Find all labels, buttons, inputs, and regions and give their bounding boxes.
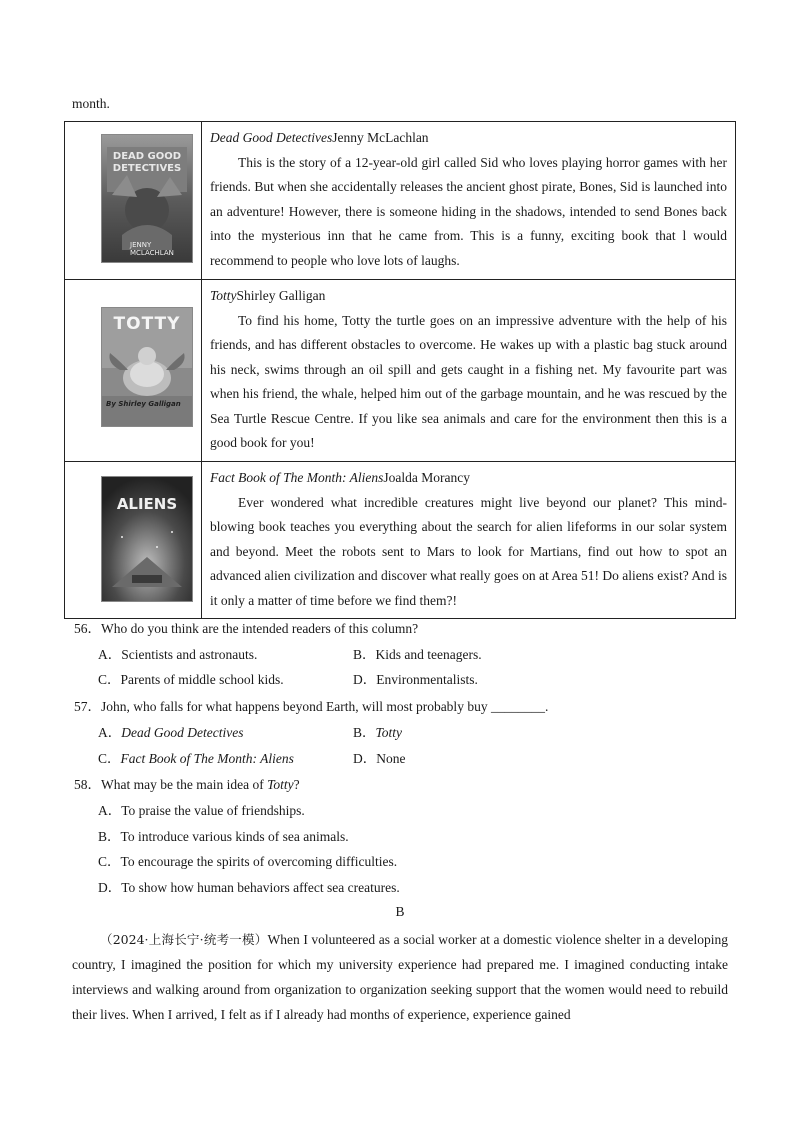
book-description-cell — [202, 462, 736, 619]
option-text: Fact Book of The Month: Aliens — [120, 751, 294, 766]
option-text: Totty — [375, 725, 403, 740]
cover-title-text: TOTTY — [113, 314, 181, 334]
option-text: Dead Good Detectives — [121, 725, 244, 740]
option-letter: D． — [353, 672, 377, 687]
option-letter: D． — [353, 751, 377, 766]
book-review-text: Ever wondered what incredible creatures might live beyond our planet? This mind-blowing book teaches you everything about the search for alien lifeforms in our solar system and beyond. Meet the robots sent to Mars to look for Martians, find out how to spot an advanced alien civilization and discover what really goes on at Area 51! Do aliens exist? And is it only a matter of time before we find them?! — [210, 494, 727, 608]
question-number: 56． — [74, 621, 101, 636]
question-stem: Who do you think are the intended readers of this column? — [101, 621, 419, 636]
option-letter: B． — [353, 647, 376, 662]
book-description-cell — [202, 280, 736, 462]
question-stem: What may be the main idea of — [101, 777, 264, 792]
option-letter: A． — [98, 647, 122, 662]
option-58-d — [98, 879, 400, 897]
book-row — [65, 280, 736, 462]
option-letter: A． — [98, 803, 122, 818]
option-58-a — [98, 802, 305, 820]
book-review-text: To find his home, Totty the turtle goes on an impressive adventure with the help of his friends, and has different obstacles to overcome. He wakes up with a plastic bag stuck around his neck, swims through an oil spill and gets caught in a fishing net. My favourite part was when his friend, the whale, helped him out of the garbage mountain, and he was rescued by the Sea Turtle Rescue Centre. If you like sea animals and care for the environment then this is a good book for you! — [210, 312, 727, 450]
option-58-c — [98, 853, 397, 871]
option-56-a — [98, 646, 257, 664]
book-row — [65, 462, 736, 619]
dead-good-detectives-cover — [101, 134, 193, 263]
option-58-b — [98, 828, 349, 846]
totty-cover — [101, 307, 193, 427]
option-text: To show how human behaviors affect sea creatures. — [121, 880, 400, 895]
question-57 — [74, 698, 548, 716]
book-review-text: This is the story of a 12-year-old girl called Sid who loves playing horror games with her friends. But when she accidentally releases the ancient ghost pirate, Bones, Sid is launched into an adventure! However, there is someone hiding in the shadows, intended to send Bones back into the mysterious inn that he came from. This is a funny, exciting book that l would recommend to people who love lots of laughs. — [210, 154, 727, 268]
option-56-b — [353, 646, 482, 664]
option-56-c — [98, 671, 284, 689]
book-title: Fact Book of The Month: Aliens — [210, 470, 384, 485]
option-57-d — [353, 750, 406, 768]
question-stem-end: ? — [293, 777, 300, 792]
aliens-cover — [101, 476, 193, 602]
book-author: Jenny McLachlan — [332, 130, 429, 145]
question-number: 57． — [74, 699, 101, 714]
passage-text: When I volunteered as a social worker at a domestic violence shelter in a developing country, I imagined the position for which my university experience had prepared me. I imagined conducting intake interviews and walking around from organization to organization seeking support that the women would need to rebuild their lives. When I arrived, I felt as if I already had months of experience, experience gained — [72, 932, 729, 1022]
option-letter: C． — [98, 751, 121, 766]
cover-cell — [65, 122, 202, 280]
book-row — [65, 122, 736, 280]
book-title: Totty — [210, 288, 237, 303]
option-text: Scientists and astronauts. — [121, 647, 258, 662]
cover-cell — [65, 462, 202, 619]
passage-source: （2024·上海长宁·统考一模） — [100, 932, 268, 947]
passage-paragraph — [72, 927, 728, 1027]
option-text: None — [376, 751, 406, 766]
cover-cell — [65, 280, 202, 462]
cover-author-text: By Shirley Galligan — [106, 400, 181, 408]
book-heading — [210, 466, 727, 491]
option-letter: C． — [98, 854, 121, 869]
option-57-b — [353, 724, 402, 742]
reading-passage — [72, 927, 728, 1027]
book-heading — [210, 284, 727, 309]
option-57-c — [98, 750, 294, 768]
question-number: 58． — [74, 777, 101, 792]
option-letter: A． — [98, 725, 122, 740]
question-stem-italic: Totty — [267, 777, 294, 792]
option-text: Environmentalists. — [376, 672, 478, 687]
section-heading: B — [395, 904, 405, 919]
book-review-table — [64, 121, 736, 619]
option-text: To encourage the spirits of overcoming difficulties. — [120, 854, 398, 869]
question-58 — [74, 776, 300, 794]
option-text: To praise the value of friendships. — [121, 803, 305, 818]
continuation-text: month. — [72, 96, 110, 111]
cover-author-text: JENNY MCLACHLAN — [130, 241, 174, 257]
option-letter: C． — [98, 672, 121, 687]
option-letter: B． — [353, 725, 376, 740]
book-author: Shirley Galligan — [236, 288, 326, 303]
option-letter: D． — [98, 880, 122, 895]
option-56-d — [353, 671, 478, 689]
option-text: To introduce various kinds of sea animals. — [120, 829, 349, 844]
book-heading — [210, 126, 727, 151]
option-text: Kids and teenagers. — [375, 647, 482, 662]
question-56 — [74, 620, 418, 638]
cover-title-text: DEAD GOOD DETECTIVES — [112, 151, 182, 174]
cover-title-text: ALIENS — [116, 495, 178, 513]
option-letter: B． — [98, 829, 121, 844]
option-text: Parents of middle school kids. — [120, 672, 284, 687]
book-author: Joalda Morancy — [383, 470, 470, 485]
book-description-cell — [202, 122, 736, 280]
question-stem: John, who falls for what happens beyond Earth, will most probably buy ________. — [101, 699, 549, 714]
book-title: Dead Good Detectives — [210, 130, 333, 145]
option-57-a — [98, 724, 243, 742]
